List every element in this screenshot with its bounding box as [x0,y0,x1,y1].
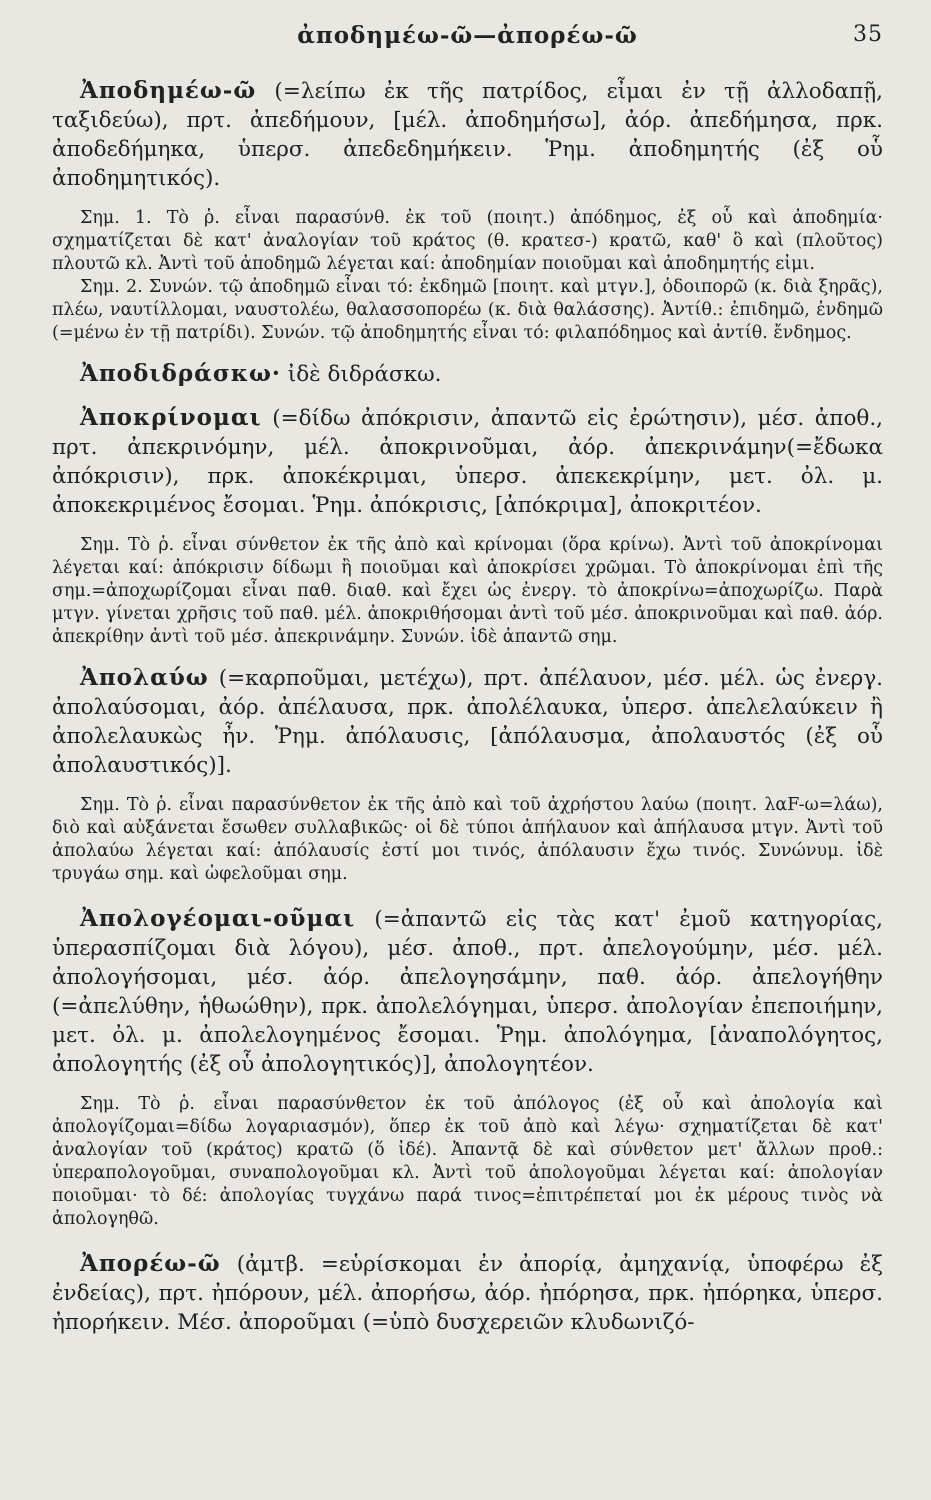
page-content [52,76,883,1337]
entry-body: ἰδὲ διδράσκω. [280,362,442,387]
dictionary-entry [52,403,883,520]
dictionary-entry [52,1249,883,1337]
page-number: 35 [853,22,883,47]
running-header [52,22,883,62]
entry-body: (=δίδω ἀπόκρισιν, ἀπαντῶ εἰς ἐρώτησιν), μέσ. ἀποθ., πρτ. ἀπεκρινόμην, μέλ. ἀποκρινοῦμαι, ἀόρ. ἀπεκρινάμην(=ἔδωκα ἀπόκρισιν), πρκ. ἀποκέκριμαι, ὑπερσ. ἀπεκεκρίμην, μετ. ὀλ. μ. ἀποκεκριμένος ἔσομαι. Ῥημ. ἀπόκρισις, [ἀπόκριμα], ἀποκριτέον. [52,406,883,518]
entry-headword: Ἀπολογέομαι-οῦμαι [80,905,356,932]
dictionary-entry [52,904,883,1079]
entry-note: Σημ. Τὸ ῥ. εἶναι παρασύνθετον ἐκ τοῦ ἀπόλογος (ἐξ οὗ καὶ ἀπολογία καὶ ἀπολογίζομαι=δίδω λογαριασμόν), ὅπερ ἐκ τοῦ ἀπὸ καὶ λέγω· σχηματίζεται δὲ κατ' ἀναλογίαν τοῦ (κράτος) κρατῶ (ὅ ἰδέ). Ἀπαντᾷ δὲ καὶ σύνθετον μετ' ἄλλων προθ.: ὑπεραπολογοῦμαι, συναπολογοῦμαι κλ. Ἀντὶ τοῦ ἀπολογοῦμαι λέγεται καί: ἀπολογίαν ποιοῦμαι· τὸ δέ: ἀπολογίας τυγχάνω παρά τινος=ἐπιτρέπεταί μοι ἐκ μέρους τινὸς νὰ ἀπολογηθῶ. [52,1094,883,1229]
running-title: ἀποδημέω-ῶ—ἀπορέω-ῶ [297,22,638,49]
entry-body: (ἀμτβ. =εὑρίσκομαι ἐν ἀπορίᾳ, ἀμηχανίᾳ, ὑποφέρω ἐξ ἐνδείας), πρτ. ἠπόρουν, μέλ. ἀπορήσω, ἀόρ. ἠπόρησα, πρκ. ἠπόρηκα, ὑπερσ. ἠπορήκειν. Μέσ. ἀποροῦμαι (=ὑπὸ δυσχερειῶν κλυδωνιζό- [52,1252,883,1335]
dictionary-entry [52,76,883,193]
entry-note: Σημ. Τὸ ῥ. εἶναι παρασύνθετον ἐκ τῆς ἀπὸ καὶ τοῦ ἀχρήστου λαύω (ποιητ. λαF-ω=λάω), διὸ καὶ αὐξάνεται ἔσωθεν συλλαβικῶς· οἱ δὲ τύποι ἀπήλαυον καὶ ἀπήλαυσα μτγν. Ἀντὶ τοῦ ἀπολαύω λέγεται καί: ἀπόλαυσίς ἐστί μοι τινός, ἀπόλαυσιν ἔχω τινός. Συνώνυμ. ἰδὲ τρυγάω σημ. καὶ ὠφελοῦμαι σημ. [52,795,883,884]
entry-headword: Ἀποδιδράσκω· [80,360,281,387]
entry-body: (=λείπω ἐκ τῆς πατρίδος, εἶμαι ἐν τῇ ἀλλοδαπῇ, ταξιδεύω), πρτ. ἀπεδήμουν, [μέλ. ἀποδημήσω], ἀόρ. ἀπεδήμησα, πρκ. ἀποδεδήμηκα, ὑπερσ. ἀπεδεδημήκειν. Ῥημ. ἀποδημητής (ἐξ οὗ ἀποδημητικός). [52,79,883,191]
entry-body: (=καρποῦμαι, μετέχω), πρτ. ἀπέλαυον, μέσ. μέλ. ὡς ἐνεργ. ἀπολαύσομαι, ἀόρ. ἀπέλαυσα, πρκ. ἀπολέλαυκα, ὑπερσ. ἀπελελαύκειν ἢ ἀπολελαυκὼς ἦν. Ῥημ. ἀπόλαυσις, [ἀπόλαυσμα, ἀπολαυστός (ἐξ οὗ ἀπολαυστικός)]. [52,666,883,778]
entry-headword: Ἀπολαύω [80,664,209,691]
entry-headword: Ἀποδημέω-ῶ [80,77,257,104]
entry-body: (=ἀπαντῶ εἰς τὰς κατ' ἐμοῦ κατηγορίας, ὑπερασπίζομαι διὰ λόγου), μέσ. ἀποθ., πρτ. ἀπελογούμην, μέσ. μέλ. ἀπολογήσομαι, μέσ. ἀόρ. ἀπελογησάμην, παθ. ἀόρ. ἀπελογήθην (=ἀπελύθην, ἡθωώθην), πρκ. ἀπολελόγημαι, ὑπερσ. ἀπολογίαν ἐπεποιήμην, μετ. ὀλ. μ. ἀπολελογημένος ἔσομαι. Ῥημ. ἀπολόγημα, [ἀναπολόγητος, ἀπολογητής (ἐξ οὗ ἀπολογητικός)], ἀπολογητέον. [52,907,883,1077]
entry-headword: Ἀπορέω-ῶ [80,1250,221,1277]
dictionary-entry [52,663,883,780]
entry-headword: Ἀποκρίνομαι [80,404,262,431]
entry-note: Σημ. Τὸ ῥ. εἶναι σύνθετον ἐκ τῆς ἀπὸ καὶ κρίνομαι (ὅρα κρίνω). Ἀντὶ τοῦ ἀποκρίνομαι λέγεται καί: ἀπόκρισιν δίδωμι ἢ ποιοῦμαι καὶ ἀποκρίσει χρῶμαι. Τὸ ἀποκρίνομαι ἐπὶ τῆς σημ.=ἀποχωρίζομαι εἶναι παθ. διαθ. καὶ ἔχει ὡς ἐνεργ. τὸ ἀποκρίνω=ἀποχωρίζω. Παρὰ μτγν. γίνεται χρῆσις τοῦ παθ. μέλ. ἀποκριθήσομαι ἀντὶ τοῦ μέσ. ἀποκρινοῦμαι καὶ παθ. ἀόρ. ἀπεκρίθην ἀντὶ τοῦ μέσ. ἀπεκρινάμην. Συνών. ἰδὲ ἀπαντῶ σημ. [52,535,883,647]
entry-note: Σημ. 1. Τὸ ῥ. εἶναι παρασύνθ. ἐκ τοῦ (ποιητ.) ἀπόδημος, ἐξ οὗ καὶ ἀποδημία· σχηματίζεται δὲ κατ' ἀναλογίαν τοῦ κράτος (θ. κρατεσ-) κρατῶ, καθ' ὃ καὶ (πλοῦτος) πλουτῶ κλ. Ἀντὶ τοῦ ἀποδημῶ λέγεται καί: ἀποδημίαν ποιοῦμαι καὶ ἀποδημητής εἰμι. [52,208,883,274]
dictionary-entry [52,359,883,389]
entry-note: Σημ. 2. Συνών. τῷ ἀποδημῶ εἶναι τό: ἐκδημῶ [ποιητ. καὶ μτγν.], ὁδοιπορῶ (κ. διὰ ξηρᾶς), πλέω, ναυτίλλομαι, ναυστολέω, θαλασσοπορέω (κ. διὰ θαλάσσης). Ἀντίθ.: ἐπιδημῶ, ἐνδημῶ (=μένω ἐν τῇ πατρίδι). Συνών. τῷ ἀποδημητής εἶναι τό: φιλαπόδημος καὶ ἀντίθ. ἔνδημος. [52,277,883,343]
